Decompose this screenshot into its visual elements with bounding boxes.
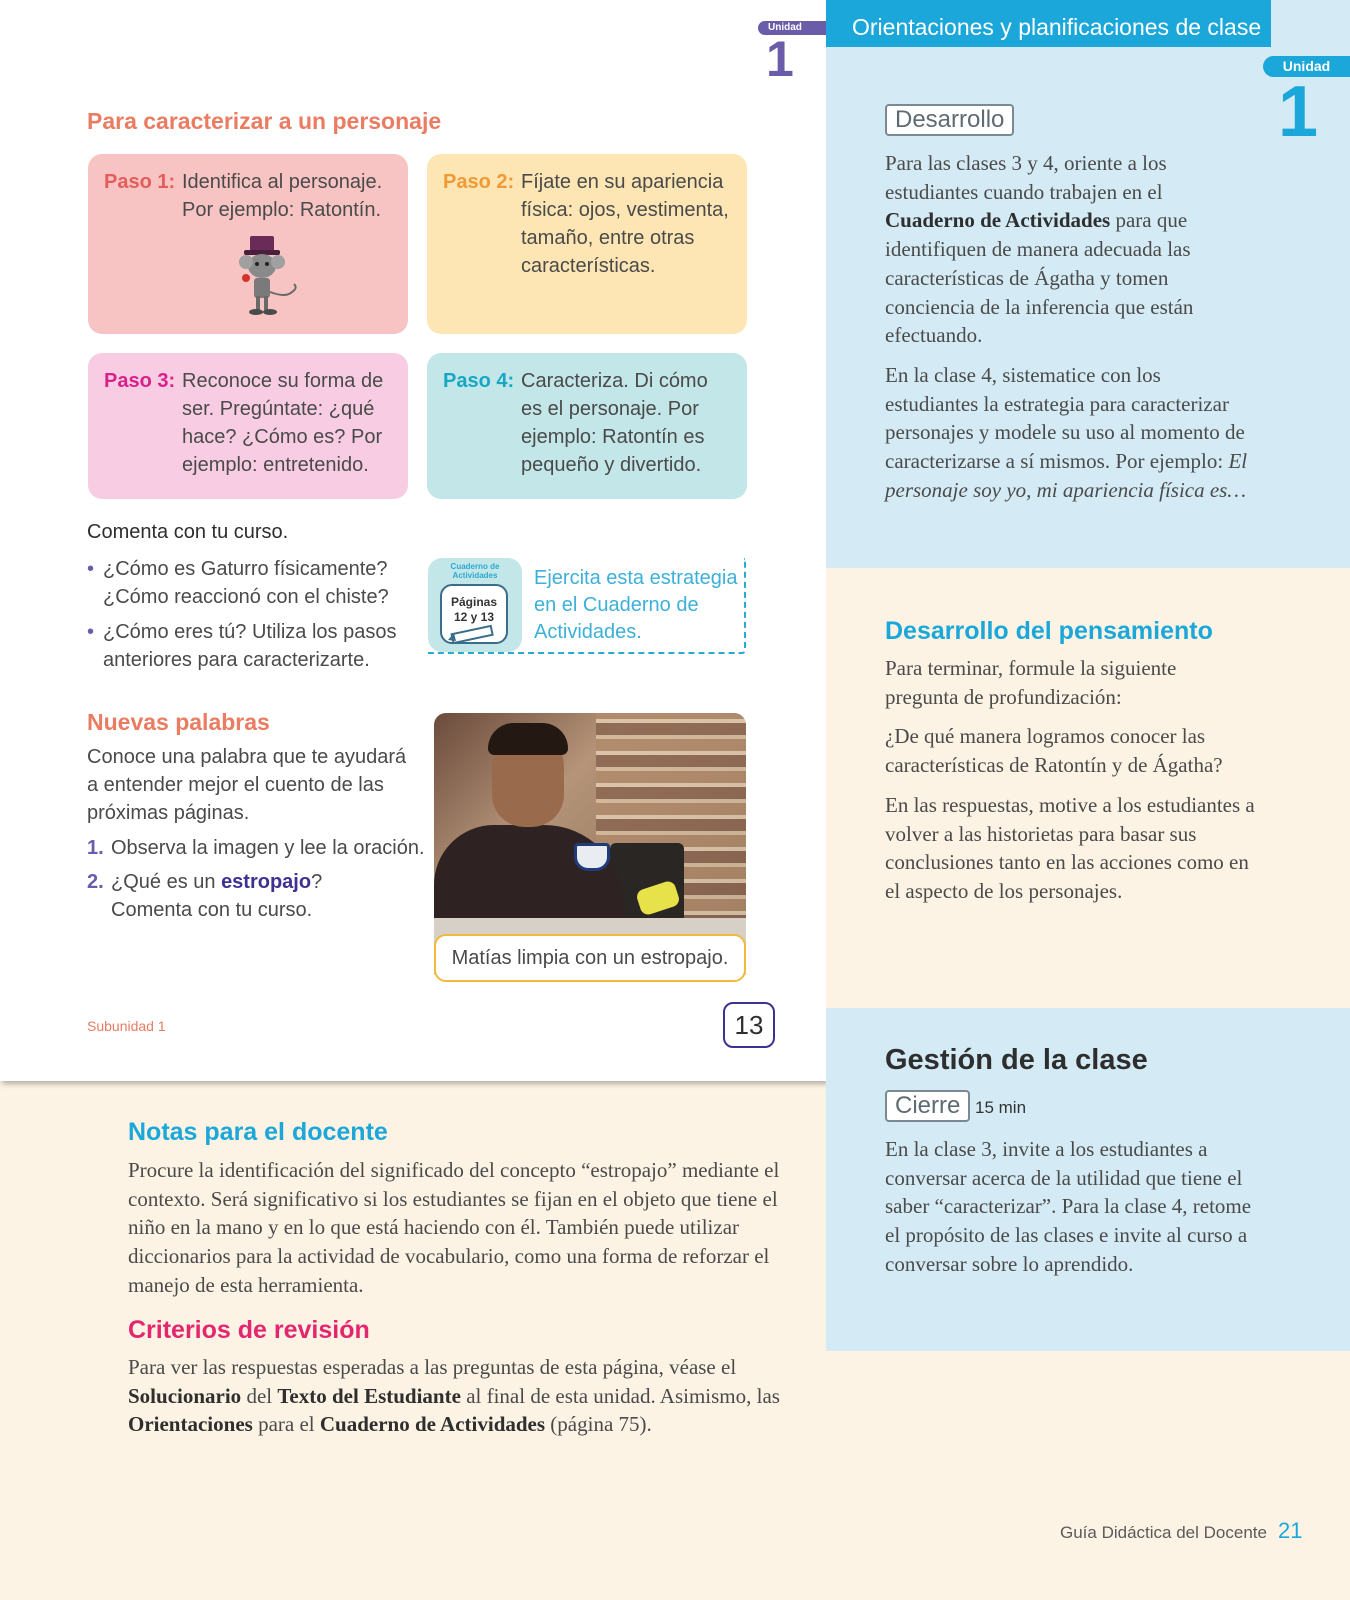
list-item: • ¿Cómo es Gaturro físicamente? ¿Cómo reaccionó con el chiste? [87, 555, 417, 611]
cierre-text [885, 1135, 1255, 1290]
paragraph: Para las clases 3 y 4, oriente a los estudiantes cuando trabajen en el Cuaderno de Actividades para que identifiquen de manera adecuada las características de Ágatha y tomen conciencia de la inferencia que están efectuando. [885, 151, 1194, 348]
item-text-line2: Comenta con tu curso. [111, 899, 313, 921]
footer-page-number: 21 [1278, 1518, 1303, 1543]
list-item: 2. ¿Qué es un estropajo? Comenta con tu curso. [87, 868, 432, 924]
gestion-title: Gestión de la clase [885, 1044, 1148, 1076]
nuevas-palabras-title: Nuevas palabras [87, 709, 270, 735]
comenta-title: Comenta con tu curso. [87, 521, 289, 543]
step-label: Paso 3: [104, 370, 176, 392]
student-page [0, 0, 826, 1081]
unit-number: 1 [766, 31, 794, 87]
section-header: Orientaciones y planificaciones de clase [826, 0, 1271, 47]
step-card-4 [427, 353, 747, 499]
notebook-icon [428, 558, 522, 652]
unit-tag: Unidad [1263, 56, 1350, 77]
criterios-text: Para ver las respuestas esperadas a las preguntas de esta página, véase el Solucionario del Texto del Estudiante al final de esta unidad. Asimismo, las Orientaciones para el Cuaderno de Actividades (página 75). [128, 1355, 780, 1437]
cuaderno-text: Ejercita esta estrategia en el Cuaderno de Actividades. [534, 567, 738, 643]
step-text: Identifica al personaje. Por ejemplo: Ratontín. [182, 171, 383, 221]
step-label: Paso 2: [443, 171, 515, 193]
pencil-icon [446, 624, 502, 646]
notas-title: Notas para el docente [128, 1118, 388, 1146]
vocabulary-instructions [87, 834, 432, 930]
step-label: Paso 1: [104, 171, 176, 193]
vocabulary-word: estropajo [221, 871, 312, 893]
step-card-2 [427, 154, 747, 334]
list-item [87, 834, 432, 862]
ratontin-illustration [220, 234, 304, 318]
paragraph: Para terminar, formule la siguiente pregunta de profundización: [885, 656, 1177, 709]
notebook-icon-title: Cuaderno de Actividades [450, 562, 500, 580]
desarrollo-label: Desarrollo [885, 104, 1014, 136]
pensamiento-text [885, 654, 1255, 917]
paragraph: En la clase 3, invite a los estudiantes a conversar acerca de la utilidad que tiene el saber “caracterizar”. Para la clase 4, retome el propósito de las clases e invite al curso a conversar sobre lo aprendido. [885, 1137, 1252, 1276]
student-page-number: 13 [723, 1002, 775, 1048]
unit-number: 1 [1278, 72, 1319, 152]
pages-label: Páginas [450, 595, 498, 609]
subunidad-label: Subunidad 1 [87, 1018, 166, 1034]
pages-value: 12 y 13 [453, 610, 495, 624]
criterios-title: Criterios de revisión [128, 1316, 370, 1344]
pensamiento-title: Desarrollo del pensamiento [885, 617, 1213, 645]
step-label: Paso 4: [443, 370, 515, 392]
cierre-label: Cierre [885, 1090, 970, 1122]
strategy-title: Para caracterizar a un personaje [87, 108, 442, 134]
paragraph: En la clase 4, sistematice con los estudiantes la estrategia para caracterizar personajes y modele su uso al momento de caracterizarse a sí mismos. Por ejemplo: El personaje soy yo, mi apariencia física es… [885, 362, 1248, 502]
step-card-3 [88, 353, 408, 499]
paragraph: En las respuestas, motive a los estudiantes a volver a las historietas para basar sus conclusiones tanto en las acciones como en el aspecto de los personajes. [885, 792, 1255, 903]
item-text: ¿Qué es un [111, 871, 222, 893]
list-item: • ¿Cómo eres tú? Utiliza los pasos anteriores para caracterizarte. [87, 618, 417, 674]
step-text: Reconoce su forma de ser. Pregúntate: ¿qué hace? ¿Cómo es? Por ejemplo: entretenido. [182, 370, 384, 476]
unit-tag: Unidad [758, 21, 826, 35]
item-text: Observa la imagen y lee la oración. [111, 837, 425, 859]
footer-guide-title: Guía Didáctica del Docente [1060, 1523, 1267, 1542]
nuevas-palabras-intro: Conoce una palabra que te ayudará a entender mejor el cuento de las próximas páginas. [87, 746, 407, 824]
item-number: 2. [87, 871, 104, 893]
discussion-list [87, 555, 417, 681]
photo-caption: Matías limpia con un estropajo. [434, 934, 746, 982]
step-text: Fíjate en su apariencia física: ojos, vestimenta, tamaño, entre otras características. [521, 171, 729, 277]
paragraph: ¿De qué manera logramos conocer las características de Ratontín y de Ágatha? [885, 724, 1223, 778]
desarrollo-text [885, 149, 1255, 515]
item-number: 1. [87, 837, 104, 859]
step-text: Caracteriza. Di cómo es el personaje. Por ejemplo: Ratontín es pequeño y divertido. [521, 370, 708, 476]
cierre-duration: 15 min [975, 1098, 1027, 1117]
notas-text: Procure la identificación del significado del concepto “estropajo” mediante el contexto. Será significativo si los estudiantes se fijan en el objeto que tiene el niño en la mano y en lo que está haciendo con él. También puede utilizar diccionarios para la actividad de vocabulario, como una forma de reforzar el manejo de esta herramienta. [128, 1158, 780, 1297]
